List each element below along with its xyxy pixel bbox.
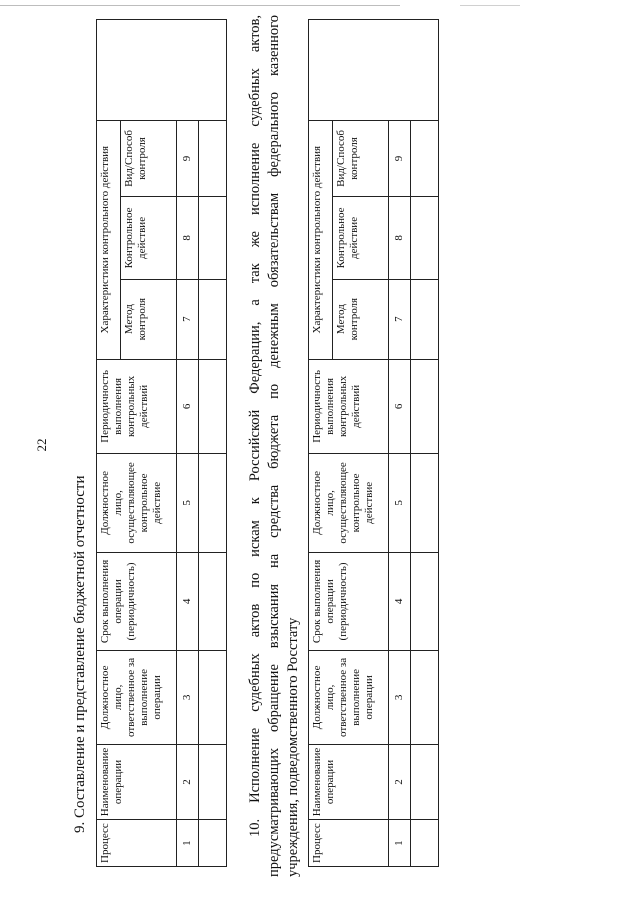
col-number: 4 (177, 552, 199, 650)
col-number: 5 (389, 454, 411, 553)
col-number: 1 (389, 820, 411, 867)
header-method: Метод контроля (121, 279, 177, 359)
table-cell (199, 744, 227, 820)
col-number: 5 (177, 454, 199, 553)
col-number: 3 (389, 651, 411, 745)
table-cell (199, 197, 227, 279)
table-cell (411, 651, 439, 745)
header-process: Процесс (97, 820, 177, 867)
header-controller: Должностное лицо, осуществляющее контрольное действие (309, 454, 389, 553)
page-number: 22 (34, 438, 49, 452)
table-cell (199, 552, 227, 650)
header-type: Вид/Способ контроля (333, 120, 389, 197)
header-control-action: Контрольное действие (333, 197, 389, 279)
table-cell (411, 279, 439, 359)
header-responsible: Должностное лицо, ответственное за выполнение операции (97, 651, 177, 745)
header-control-action: Контрольное действие (121, 197, 177, 279)
table-cell (411, 359, 439, 453)
table-cell (411, 120, 439, 197)
table-cell (411, 820, 439, 867)
header-periodicity: Периодичность выполнения контрольных действий (97, 359, 177, 453)
header-characteristics: Характеристики контрольного действия (97, 120, 121, 359)
header-method: Метод контроля (333, 279, 389, 359)
section-10-paragraph (246, 15, 303, 877)
table-cell (199, 651, 227, 745)
paragraph-line: 10. Исполнение судебных актов по искам к Российской Федерации, а так же исполнение судебных актов, (247, 15, 263, 837)
header-responsible: Должностное лицо, ответственное за выполнение операции (309, 651, 389, 745)
header-process: Процесс (309, 820, 389, 867)
table-cell (199, 279, 227, 359)
col-number: 4 (389, 552, 411, 650)
table-cell (411, 197, 439, 279)
col-number: 7 (177, 279, 199, 359)
table-cell (199, 120, 227, 197)
col-number: 9 (177, 120, 199, 197)
header-type: Вид/Способ контроля (121, 120, 177, 197)
col-number: 1 (177, 820, 199, 867)
col-number: 6 (389, 359, 411, 453)
col-number: 9 (389, 120, 411, 197)
table-cell (199, 359, 227, 453)
col-number: 7 (389, 279, 411, 359)
header-operation-name: Наименование операции (309, 744, 389, 820)
col-number: 2 (177, 744, 199, 820)
paragraph-line: предусматривающих обращение взыскания на средства бюджета по денежным обязательствам федерального казенного (266, 15, 282, 877)
header-operation-name: Наименование операции (97, 744, 177, 820)
paragraph-line: учреждения, подведомственного Росстату (285, 617, 301, 877)
empty-cell (309, 20, 439, 121)
col-number: 2 (389, 744, 411, 820)
header-controller: Должностное лицо, осуществляющее контрольное действие (97, 454, 177, 553)
col-number: 3 (177, 651, 199, 745)
empty-cell (97, 20, 227, 121)
header-characteristics: Характеристики контрольного действия (309, 120, 333, 359)
table-cell (411, 454, 439, 553)
table-cell (199, 454, 227, 553)
col-number: 8 (389, 197, 411, 279)
table-cell (199, 820, 227, 867)
col-number: 6 (177, 359, 199, 453)
header-term: Срок выполнения операции (периодичность) (97, 552, 177, 650)
table-cell (411, 552, 439, 650)
col-number: 8 (177, 197, 199, 279)
control-table-section-9 (96, 19, 227, 867)
control-table-section-10 (308, 19, 439, 867)
table-cell (411, 744, 439, 820)
header-term: Срок выполнения операции (периодичность) (309, 552, 389, 650)
section-9-heading: 9. Составление и представление бюджетной отчетности (72, 475, 88, 833)
header-periodicity: Периодичность выполнения контрольных действий (309, 359, 389, 453)
